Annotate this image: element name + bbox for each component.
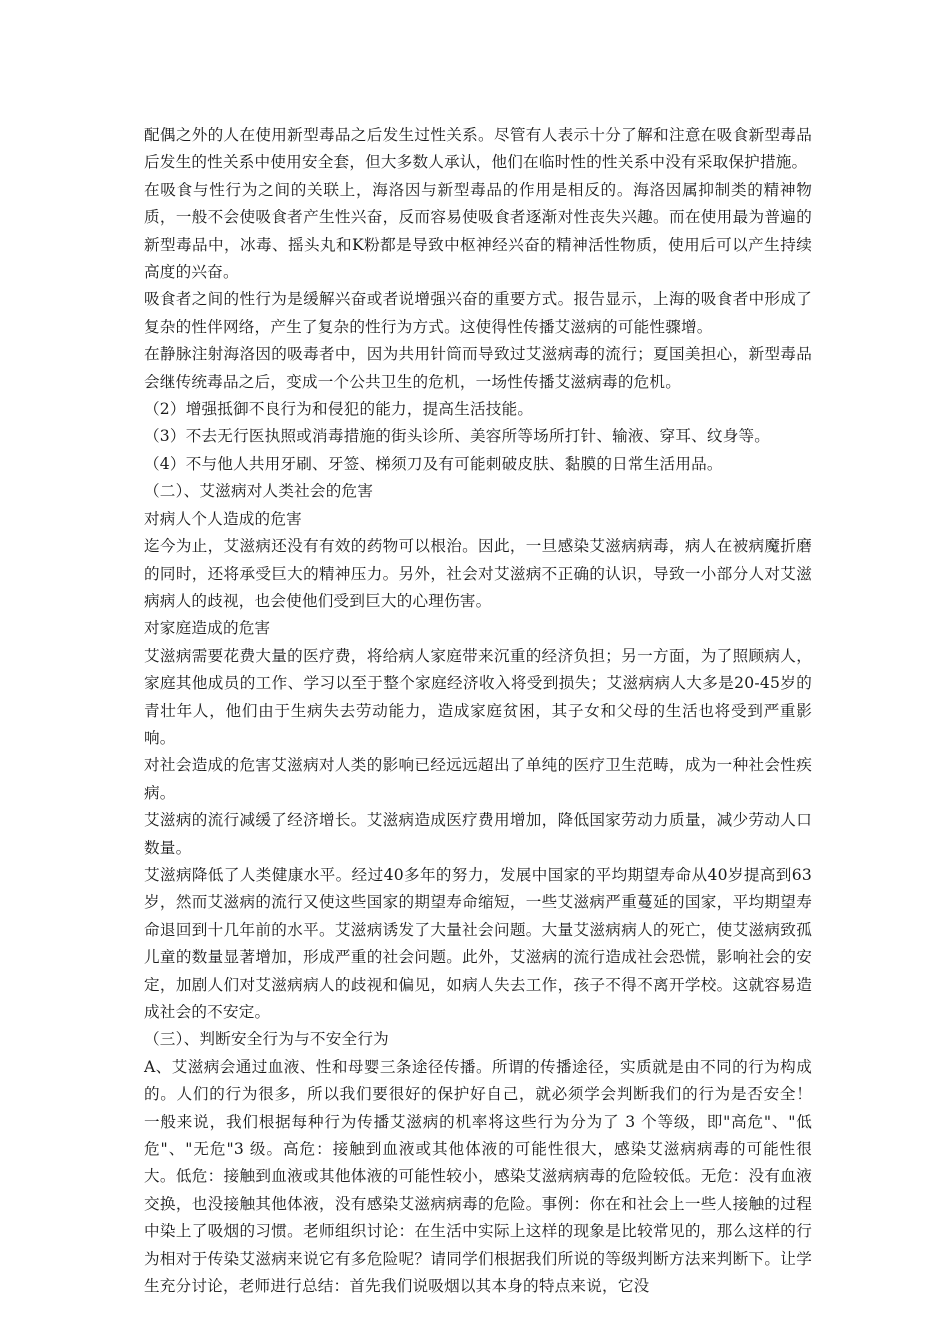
paragraph-3: 吸食者之间的性行为是缓解兴奋或者说增强兴奋的重要方式。报告显示，上海的吸食者中形成了复杂的性伴网络，产生了复杂的性行为方式。这使得性传播艾滋病的可能性骤增。 — [144, 290, 812, 336]
paragraph-individual-harm: 迄今为止，艾滋病还没有有效的药物可以根治。因此，一旦感染艾滋病病毒，病人在被病魔折磨的同时，还将承受巨大的精神压力。另外，社会对艾滋病不正确的认识，导致一小部分人对艾滋病病人的歧视，也会使他们受到巨大的心理伤害。 — [144, 537, 812, 610]
paragraph-social-harm: 对社会造成的危害艾滋病对人类的影响已经远远超出了单纯的医疗卫生范畴，成为一种社会性疾病。 — [144, 756, 812, 802]
section-heading-2: （二）、艾滋病对人类社会的危害 — [144, 482, 374, 501]
subheading-family-harm: 对家庭造成的危害 — [144, 619, 271, 638]
paragraph-1: 配偶之外的人在使用新型毒品之后发生过性关系。尽管有人表示十分了解和注意在吸食新型毒品后发生的性关系中使用安全套，但大多数人承认，他们在临时性的性关系中没有采取保护措施。 — [144, 126, 812, 172]
document-body — [144, 122, 812, 1300]
paragraph-family-harm: 艾滋病需要花费大量的医疗费，将给病人家庭带来沉重的经济负担；另一方面，为了照顾病人，家庭其他成员的工作、学习以至于整个家庭经济收入将受到损失；艾滋病病人大多是20-45岁的青壮年人，他们由于生病失去劳动能力，造成家庭贫困，其子女和父母的生活也将受到严重影响。 — [144, 646, 812, 747]
paragraph-health: 艾滋病降低了人类健康水平。经过40多年的努力，发展中国家的平均期望寿命从40岁提高到63岁，然而艾滋病的流行又使这些国家的期望寿命缩短，一些艾滋病严重蔓延的国家，平均期望寿命退回到十几年前的水平。艾滋病诱发了大量社会问题。大量艾滋病病人的死亡，使艾滋病致孤儿童的数量显著增加，形成严重的社会问题。此外，艾滋病的流行造成社会恐慌，影响社会的安定，加剧人们对艾滋病病人的歧视和偏见，如病人失去工作，孩子不得不离开学校。这就容易造成社会的不安定。 — [144, 865, 812, 1021]
paragraph-economy: 艾滋病的流行减缓了经济增长。艾滋病造成医疗费用增加，降低国家劳动力质量，减少劳动人口数量。 — [144, 811, 812, 857]
paragraph-2: 在吸食与性行为之间的关联上，海洛因与新型毒品的作用是相反的。海洛因属抑制类的精神物质，一般不会使吸食者产生性兴奋，反而容易使吸食者逐渐对性丧失兴趣。而在使用最为普遍的新型毒品中，冰毒、摇头丸和K粉都是导致中枢神经兴奋的精神活性物质，使用后可以产生持续高度的兴奋。 — [144, 180, 812, 282]
paragraph-4: 在静脉注射海洛因的吸毒者中，因为共用针筒而导致过艾滋病毒的流行；夏国美担心，新型毒品会继传统毒品之后，变成一个公共卫生的危机，一场性传播艾滋病毒的危机。 — [144, 345, 812, 391]
list-item-3: （3）不去无行医执照或消毒措施的街头诊所、美容所等场所打针、输液、穿耳、纹身等。 — [144, 427, 771, 446]
section-heading-3: （三）、判断安全行为与不安全行为 — [144, 1030, 389, 1049]
list-item-2: （2）增强抵御不良行为和侵犯的能力，提高生活技能。 — [144, 400, 534, 419]
paragraph-behavior-levels: A、艾滋病会通过血液、性和母婴三条途径传播。所谓的传播途径，实质就是由不同的行为构成的。人们的行为很多，所以我们要很好的保护好自己，就必须学会判断我们的行为是否安全！ 一般来说，我们根据每种行为传播艾滋病的机率将这些行为分为了 3 个等级，即"高危"、"低危"、"无危"3 级。高危：接触到血液或其他体液的可能性很大，感染艾滋病病毒的可能性很大。低危：接触到血液或其他体液的可能性较小，感染艾滋病病毒的危险较低。无危：没有血液交换，也没接触其他体液，没有感染艾滋病病毒的危险。事例：你在和社会上一些人接触的过程中染上了吸烟的习惯。老师组织讨论：在生活中实际上这样的现象是比较常见的，那么这样的行为相对于传染艾滋病来说它有多危险呢？请同学们根据我们所说的等级判断方法来判断下。让学生充分讨论，老师进行总结：首先我们说吸烟以其本身的特点来说，它没 — [144, 1057, 812, 1296]
subheading-individual-harm: 对病人个人造成的危害 — [144, 509, 302, 528]
list-item-4: （4）不与他人共用牙刷、牙签、梯须刀及有可能刺破皮肤、黏膜的日常生活用品。 — [144, 454, 723, 473]
